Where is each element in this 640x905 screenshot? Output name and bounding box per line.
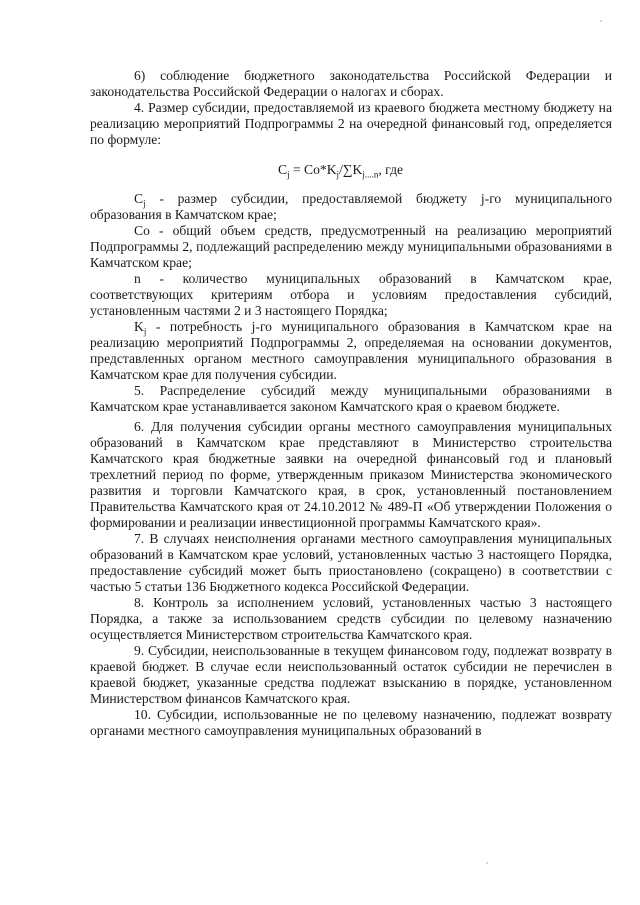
paragraph-7-suspension: 7. В случаях неисполнения органами местного самоуправления муниципальных образований в Камчатском крае условий, установленных частью 3 настоящего Порядка, предоставление субсидий может быть приостановлено (сокращено) в соответствии с частью 5 статьи 136 Бюджетного кодекса Российской Федерации. [90, 531, 612, 594]
formula-part-2-subscript: j....n [362, 169, 379, 180]
definition-symbol: K [134, 319, 144, 334]
paragraph-4-subsidy-size: 4. Размер субсидии, предоставляемой из краевого бюджета местному бюджету на реализацию мероприятий Подпрограммы 2 на очередной финансовый год, определяется по формуле: [90, 100, 612, 147]
paragraph-6-budget-compliance: 6) соблюдение бюджетного законодательства Российской Федерации и законодательства Российской Федерации о налогах и сборах. [90, 68, 612, 99]
paragraph-5-distribution: 5. Распределение субсидий между муниципальными образованиями в Камчатском крае устанавливается законом Камчатского края о краевом бюджете. [90, 383, 612, 414]
definition-text: - размер субсидии, предоставляемой бюджету j-го муниципального образования в Камчатском крае; [90, 191, 612, 222]
paragraph-9-unused-subsidies: 9. Субсидии, неиспользованные в текущем финансовом году, подлежат возврату в краевой бюджет. В случае если неиспользованный остаток субсидии не перечислен в краевой бюджет, указанные средства подлежат взысканию в порядке, установленном Министерством финансов Камчатского края. [90, 643, 612, 706]
definition-text: - потребность j-го муниципального образования в Камчатском крае на реализацию мероприятий Подпрограммы 2, определяемая на основании документов, представленных органом местного самоуправления муниципального образования в Камчатском крае для получения субсидии. [90, 319, 612, 382]
definition-symbol: Co [134, 223, 150, 238]
paragraph-10-misused-subsidies: 10. Субсидии, использованные не по целевому назначению, подлежат возврату органами местного самоуправления муниципальных образований в [90, 707, 612, 738]
definition-cj [90, 191, 612, 223]
definition-symbol-subscript: j [143, 326, 147, 337]
formula-part-2: /∑K [339, 162, 363, 177]
definition-text: - общий объем средств, предусмотренный на реализацию мероприятий Подпрограммы 2, подлежащий распределению между муниципальными образованиями в Камчатском крае; [90, 223, 612, 270]
formula-lhs: C [278, 162, 288, 177]
formula-part-1-subscript: j [336, 169, 340, 180]
formula-tail: , где [378, 162, 404, 177]
definition-symbol: C [134, 191, 144, 206]
definition-text: - количество муниципальных образований в Камчатском крае, соответствующих критериям отбора и условиям предоставления субсидий, установленным частями 2 и 3 настоящего Порядка; [90, 271, 612, 318]
paragraph-6-budget-requests: 6. Для получения субсидии органы местного самоуправления муниципальных образований в Камчатском крае представляют в Министерство строительства Камчатского края бюджетные заявки на очередной финансовый год и плановый трехлетний период по форме, утвержденным приказом Министерства экономического развития и торговли Камчатского края, в срок, установленный постановлением Правительства Камчатского края от 24.10.2012 № 489-П «Об утверждении Положения о формировании и реализации инвестиционной программы Камчатского края». [90, 419, 612, 530]
formula-lhs-subscript: j [287, 169, 290, 180]
subsidy-formula [90, 162, 612, 178]
definition-symbol: n [134, 271, 141, 286]
definition-co [90, 223, 612, 271]
scan-speck [486, 862, 488, 864]
document-page [90, 68, 612, 739]
formula-part-1: = Co*K [289, 162, 337, 177]
paragraph-8-control: 8. Контроль за исполнением условий, установленных частью 3 настоящего Порядка, а также за использованием средств субсидии по целевому назначению осуществляется Министерством строительства Камчатского края. [90, 595, 612, 642]
definition-kj [90, 319, 612, 383]
definition-symbol-subscript: j [143, 198, 146, 209]
scan-speck [600, 20, 602, 22]
definition-n [90, 271, 612, 319]
